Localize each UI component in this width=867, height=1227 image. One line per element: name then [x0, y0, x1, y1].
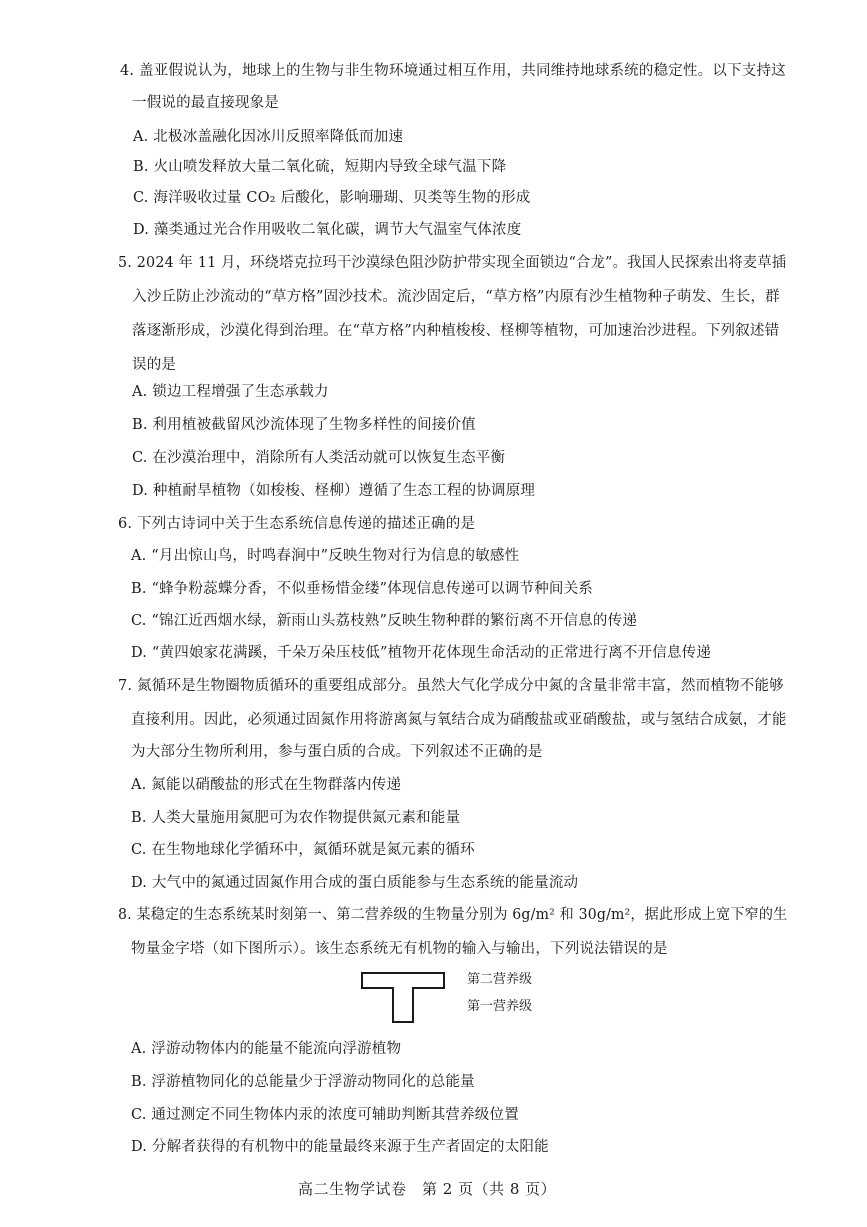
q5-stem-line3: 落逐渐形成，沙漠化得到治理。在“草方格”内种植梭梭、柽柳等植物，可加速治沙进程。下列叙述错 [132, 323, 780, 339]
q4-stem-line1: 4. 盖亚假说认为，地球上的生物与非生物环境通过相互作用，共同维持地球系统的稳定性。以下支持这 [120, 63, 786, 79]
q6-option-b: B. “蜂争粉蕊蝶分香，不似垂杨惜金缕”体现信息传递可以调节种间关系 [131, 581, 593, 597]
q4-option-b: B. 火山喷发释放大量二氧化硫，短期内导致全球气温下降 [133, 159, 507, 175]
page-footer: 高二生物学试卷 第 2 页（共 8 页） [298, 1180, 557, 1198]
pyramid-label-level-2: 第二营养级 [467, 972, 533, 987]
q5-stem-line4: 误的是 [132, 357, 177, 373]
q6-option-d: D. “黄四娘家花满蹊，千朵万朵压枝低”植物开花体现生命活动的正常进行离不开信息传递 [131, 645, 712, 661]
q5-option-a: A. 锁边工程增强了生态承载力 [132, 384, 329, 400]
q6-stem-line1: 6. 下列古诗词中关于生态系统信息传递的描述正确的是 [118, 516, 476, 532]
q5-stem-line1: 5. 2024 年 11 月，环绕塔克拉玛干沙漠绿色阻沙防护带实现全面锁边“合龙”。我国人民探索出将麦草插 [118, 255, 787, 271]
q4-stem-line2: 一假说的最直接现象是 [132, 95, 279, 111]
q7-option-a: A. 氮能以硝酸盐的形式在生物群落内传递 [131, 777, 402, 793]
q8-stem-line2: 物量金字塔（如下图所示）。该生态系统无有机物的输入与输出，下列说法错误的是 [131, 941, 668, 957]
q4-option-c: C. 海洋吸收过量 CO₂ 后酸化，影响珊瑚、贝类等生物的形成 [133, 190, 531, 206]
q4-option-a: A. 北极冰盖融化因冰川反照率降低而加速 [133, 129, 404, 145]
q8-option-d: D. 分解者获得的有机物中的能量最终来源于生产者固定的太阳能 [131, 1139, 549, 1155]
q7-stem-line3: 为大部分生物所利用，参与蛋白质的合成。下列叙述不正确的是 [131, 744, 543, 760]
q7-stem-line1: 7. 氮循环是生物圈物质循环的重要组成部分。虽然大气化学成分中氮的含量非常丰富，然而植物不能够 [118, 678, 784, 694]
q7-option-c: C. 在生物地球化学循环中，氮循环就是氮元素的循环 [131, 842, 475, 858]
q6-option-c: C. “锦江近西烟水绿，新雨山头荔枝熟”反映生物种群的繁衍离不开信息的传递 [131, 613, 638, 629]
q7-stem-line2: 直接利用。因此，必须通过固氮作用将游离氮与氧结合成为硝酸盐或亚硝酸盐，或与氢结合成氨，才能 [131, 712, 787, 728]
q5-stem-line2: 入沙丘防止沙流动的“草方格”固沙技术。流沙固定后，“草方格”内原有沙生植物种子萌发、生长，群 [132, 289, 780, 305]
q8-option-c: C. 通过测定不同生物体内汞的浓度可辅助判断其营养级位置 [131, 1107, 519, 1123]
q8-option-b: B. 浮游植物同化的总能量少于浮游动物同化的总能量 [131, 1074, 475, 1090]
q8-stem-line1: 8. 某稳定的生态系统某时刻第一、第二营养级的生物量分别为 6g/m² 和 30g/m²，据此形成上宽下窄的生 [118, 907, 788, 923]
q6-option-a: A. “月出惊山鸟，时鸣春涧中”反映生物对行为信息的敏感性 [131, 548, 520, 564]
q5-option-c: C. 在沙漠治理中，消除所有人类活动就可以恢复生态平衡 [132, 450, 506, 466]
q5-option-d: D. 种植耐旱植物（如梭梭、柽柳）遵循了生态工程的协调原理 [132, 483, 536, 499]
pyramid-label-level-1: 第一营养级 [467, 999, 533, 1014]
q8-option-a: A. 浮游动物体内的能量不能流向浮游植物 [131, 1041, 402, 1057]
q7-option-d: D. 大气中的氮通过固氮作用合成的蛋白质能参与生态系统的能量流动 [131, 875, 579, 891]
pyramid-level-1-box [392, 987, 414, 1023]
q5-option-b: B. 利用植被截留风沙流体现了生物多样性的间接价值 [132, 417, 476, 433]
q7-option-b: B. 人类大量施用氮肥可为农作物提供氮元素和能量 [131, 810, 461, 826]
q4-option-d: D. 藻类通过光合作用吸收二氧化碳，调节大气温室气体浓度 [133, 222, 522, 238]
